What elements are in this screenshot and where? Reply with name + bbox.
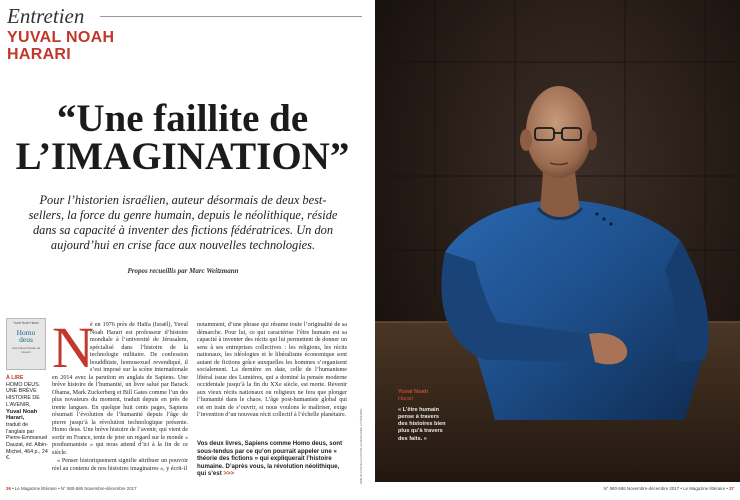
headline-line2: L’IMAGINATION” — [15, 135, 350, 178]
byline-credit: Propos recueillis par Marc Weitzmann — [127, 267, 239, 275]
standfirst: Pour l’historien israélien, auteur désormais de deux best-sellers, la force du genre humain, depuis le néolithique, réside dans sa capacité à inventer des fictions fédératrices. Un don aujourd’hui en crise face aux nouvelles technologies. — [28, 193, 338, 252]
book-details: traduit de l’anglais par Pierre-Emmanuel Dauzat, éd. Albin-Michel, 464 p., 24 €. — [6, 421, 48, 462]
question-text: Vos deux livres, Sapiens comme Homo deus, sont sous-tendus par ce qu’on pourrait appeler une « théorie des fictions » qui expliquerait l’histoire humaine. D’après vous, la révolution néolithique, qui s’est — [197, 440, 343, 478]
article-paragraph-3: notamment, d’une phrase qui résume toute l’originalité de sa démarche. Pour lui, ce qui caractérise l’être humain est sa capacité à inventer des récits qui lui permettent de donner un sens à ses entreprises collectives : les religions, les récits nationaux, les idéologies et le libéralisme économique sont autant de fictions grâce auxquelles les hommes s’organisent socialement. La dernière en date, celle de l’humanisme libéral issue des Lumières, qui a dominé la pensée moderne occidentale jusqu’à la fin du XXe siècle, est morte. Revenir aux vieux récits nationaux ou religieux ne fera que plonger l’humanité dans le chaos. L’âge post-humaniste global qui est en train de s’ouvrir, si nous voulons le maîtriser, exige l’invention d’un nouveau récit collectif à l’échelle planétaire. — [197, 322, 347, 418]
caption-name: Yuval Noah — [398, 389, 429, 395]
folio-right-text: N° 580-586 Novembre-décembre 2017 • Le Magazine littéraire • — [603, 486, 728, 491]
headline-line1: “Une faillite de — [56, 97, 309, 140]
guest-name-line2: HARARI — [7, 46, 72, 63]
book-title: HOMO DEUS. UNE BRÈVE HISTOIRE DE L’AVENIR, — [6, 381, 41, 408]
article-paragraph-1: é en 1976 près de Haïfa (Israël), Yuval Noah Harari est professeur d’histoire mondiale à l’université de Jérusalem, spécialisé dans l’histoire de la technologie militaire. De confession bouddhiste, homosexuel revendiqué, il s’est imposé sur la scène internationale en 2014 avec la parution en anglais de Sapiens. Une brève histoire de l’humanité, un livre salué par Barack Obama, Mark Zuckerberg et Bill Gates comme l’un des plus novateurs du moment, traduit depuis en près de trente langues. En quelque huit cents pages, Sapiens résumait l’évolution de l’humanité depuis l’âge de pierre jusqu’à la révolution technologique présente. Homo deus. Une brève histoire de l’avenir, qui vient de sortir en France, tente de jeter un regard sur le monde « posthumaniste » qui nous attend d’ici à la fin de ce siècle. — [52, 322, 188, 456]
book-author: Yuval Noah Harari, — [6, 408, 38, 422]
right-page — [359, 0, 740, 500]
section-rubric: Entretien — [7, 4, 85, 28]
interview-question — [197, 440, 347, 478]
book-cover-subtitle: Une brève histoire de l’avenir — [11, 346, 41, 354]
book-cover-author: Yuval Noah Harari — [13, 321, 39, 325]
dropcap-letter: N — [52, 315, 94, 380]
left-page — [0, 0, 365, 500]
page-number-left: 36 — [6, 486, 11, 491]
left-ear — [520, 129, 532, 151]
guest-name — [7, 29, 114, 63]
guest-name-line1: YUVAL NOAH — [7, 29, 115, 46]
caption-role: Harari — [398, 396, 414, 403]
right-ear — [587, 130, 597, 150]
folio-left — [6, 486, 137, 491]
headline — [0, 97, 365, 178]
book-cover-title: Homo deus — [16, 328, 36, 344]
neck — [540, 172, 580, 218]
portrait-photo — [375, 0, 740, 482]
dropcap — [52, 315, 94, 380]
article-column-1 — [52, 315, 188, 474]
caption-quote: « L’être humain pense à travers des histoires bien plus qu’à travers des faits. » — [398, 406, 446, 442]
folio-right — [603, 486, 734, 491]
reading-sidebar — [6, 375, 48, 462]
article-paragraph-2: « Penser historiquement signifie attribuer un pouvoir réel au contenu de nos histoires imaginaires », y écrit-il — [52, 458, 188, 472]
reading-label: À LIRE — [6, 375, 24, 381]
article-column-2 — [197, 322, 347, 421]
photo-credit-text: EMILIO CASTELLO POUR LE MAGAZINE LITTÉRAIRE — [359, 408, 363, 484]
page-number-right: 37 — [729, 486, 734, 491]
book-cover — [6, 318, 46, 370]
photo-credit — [359, 408, 363, 484]
folio-left-text: • Le Magazine littéraire • N° 580-586 Novembre-décembre 2017 — [12, 486, 137, 491]
photo-caption — [398, 389, 448, 443]
continue-arrow: >>> — [223, 470, 235, 478]
rubric-rule — [100, 16, 362, 17]
